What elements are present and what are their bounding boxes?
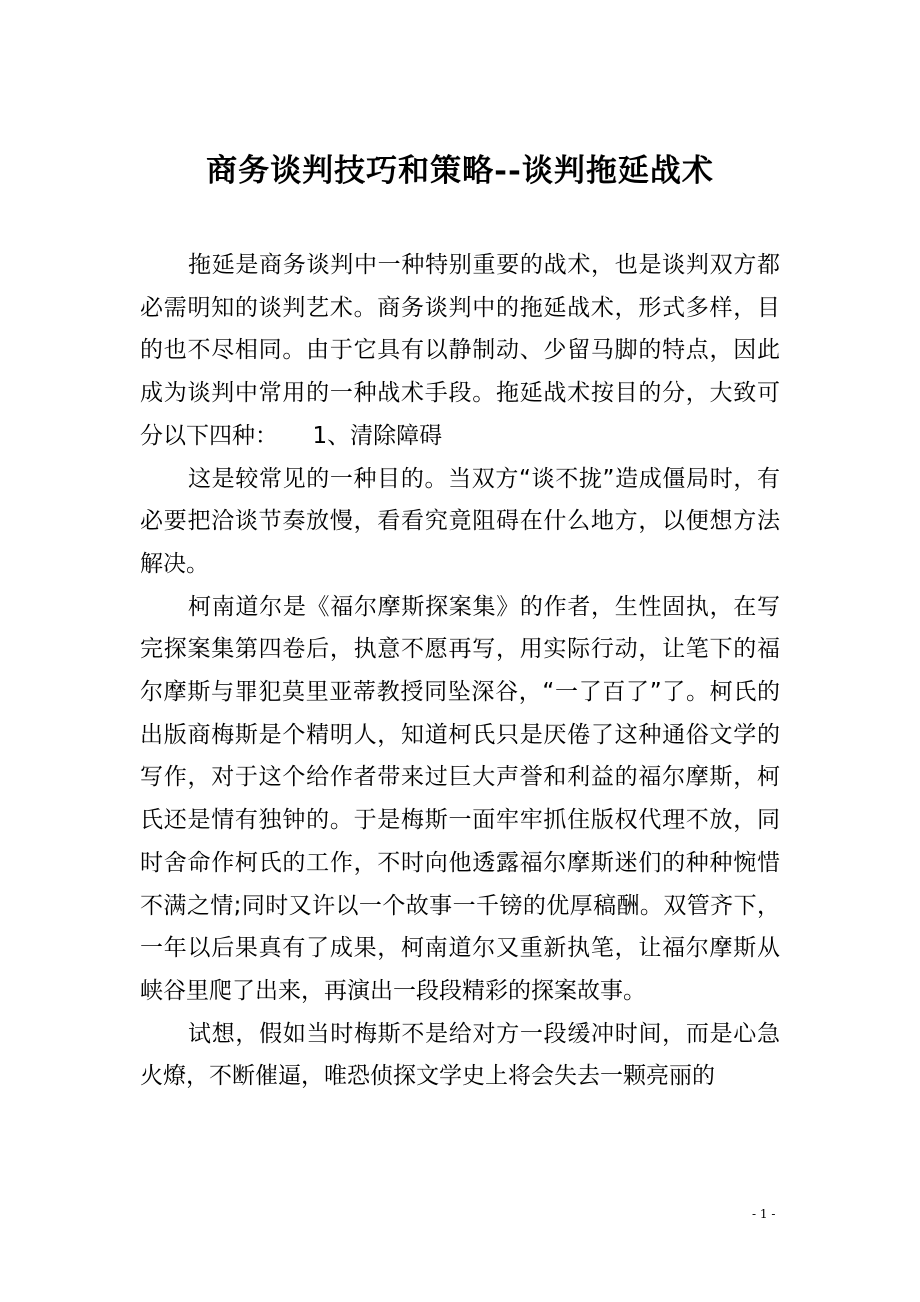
page-number: - 1 - <box>752 1207 776 1221</box>
paragraph-conan-doyle-story: 柯南道尔是《福尔摩斯探案集》的作者，生性固执，在写完探案集第四卷后，执意不愿再写，用实际行动，让笔下的福尔摩斯与罪犯莫里亚蒂教授同坠深谷，“一了百了”了。柯氏的出版商梅斯是个精明人，知道柯氏只是厌倦了这种通俗文学的写作，对于这个给作者带来过巨大声誉和利益的福尔摩斯，柯氏还是情有独钟的。于是梅斯一面牢牢抓住版权代理不放，同时舍命作柯氏的工作，不时向他透露福尔摩斯迷们的种种惋惜不满之情;同时又许以一个故事一千镑的优厚稿酬。双管齐下，一年以后果真有了成果，柯南道尔又重新执笔，让福尔摩斯从峡谷里爬了出来，再演出一段段精彩的探案故事。 <box>140 593 780 1004</box>
paragraph-imagine: 试想，假如当时梅斯不是给对方一段缓冲时间，而是心急火燎，不断催逼，唯恐侦探文学史上将会失去一颗亮丽的 <box>140 1020 780 1090</box>
document-title: 商务谈判技巧和策略--谈判拖延战术 <box>206 152 714 189</box>
paragraph-delay-tactics-intro: 拖延是商务谈判中一种特别重要的战术，也是谈判双方都必需明知的谈判艺术。商务谈判中的拖延战术，形式多样，目的也不尽相同。由于它具有以静制动、少留马脚的特点，因此成为谈判中常用的一种战术手段。拖延战术按目的分，大致可分以下四种： 1、清除障碍 <box>140 252 780 449</box>
paragraph-clear-obstacles: 这是较常见的一种目的。当双方“谈不拢”造成僵局时，有必要把洽谈节奏放慢，看看究竟阻碍在什么地方，以便想方法解决。 <box>140 465 780 577</box>
document-body <box>140 244 780 1098</box>
